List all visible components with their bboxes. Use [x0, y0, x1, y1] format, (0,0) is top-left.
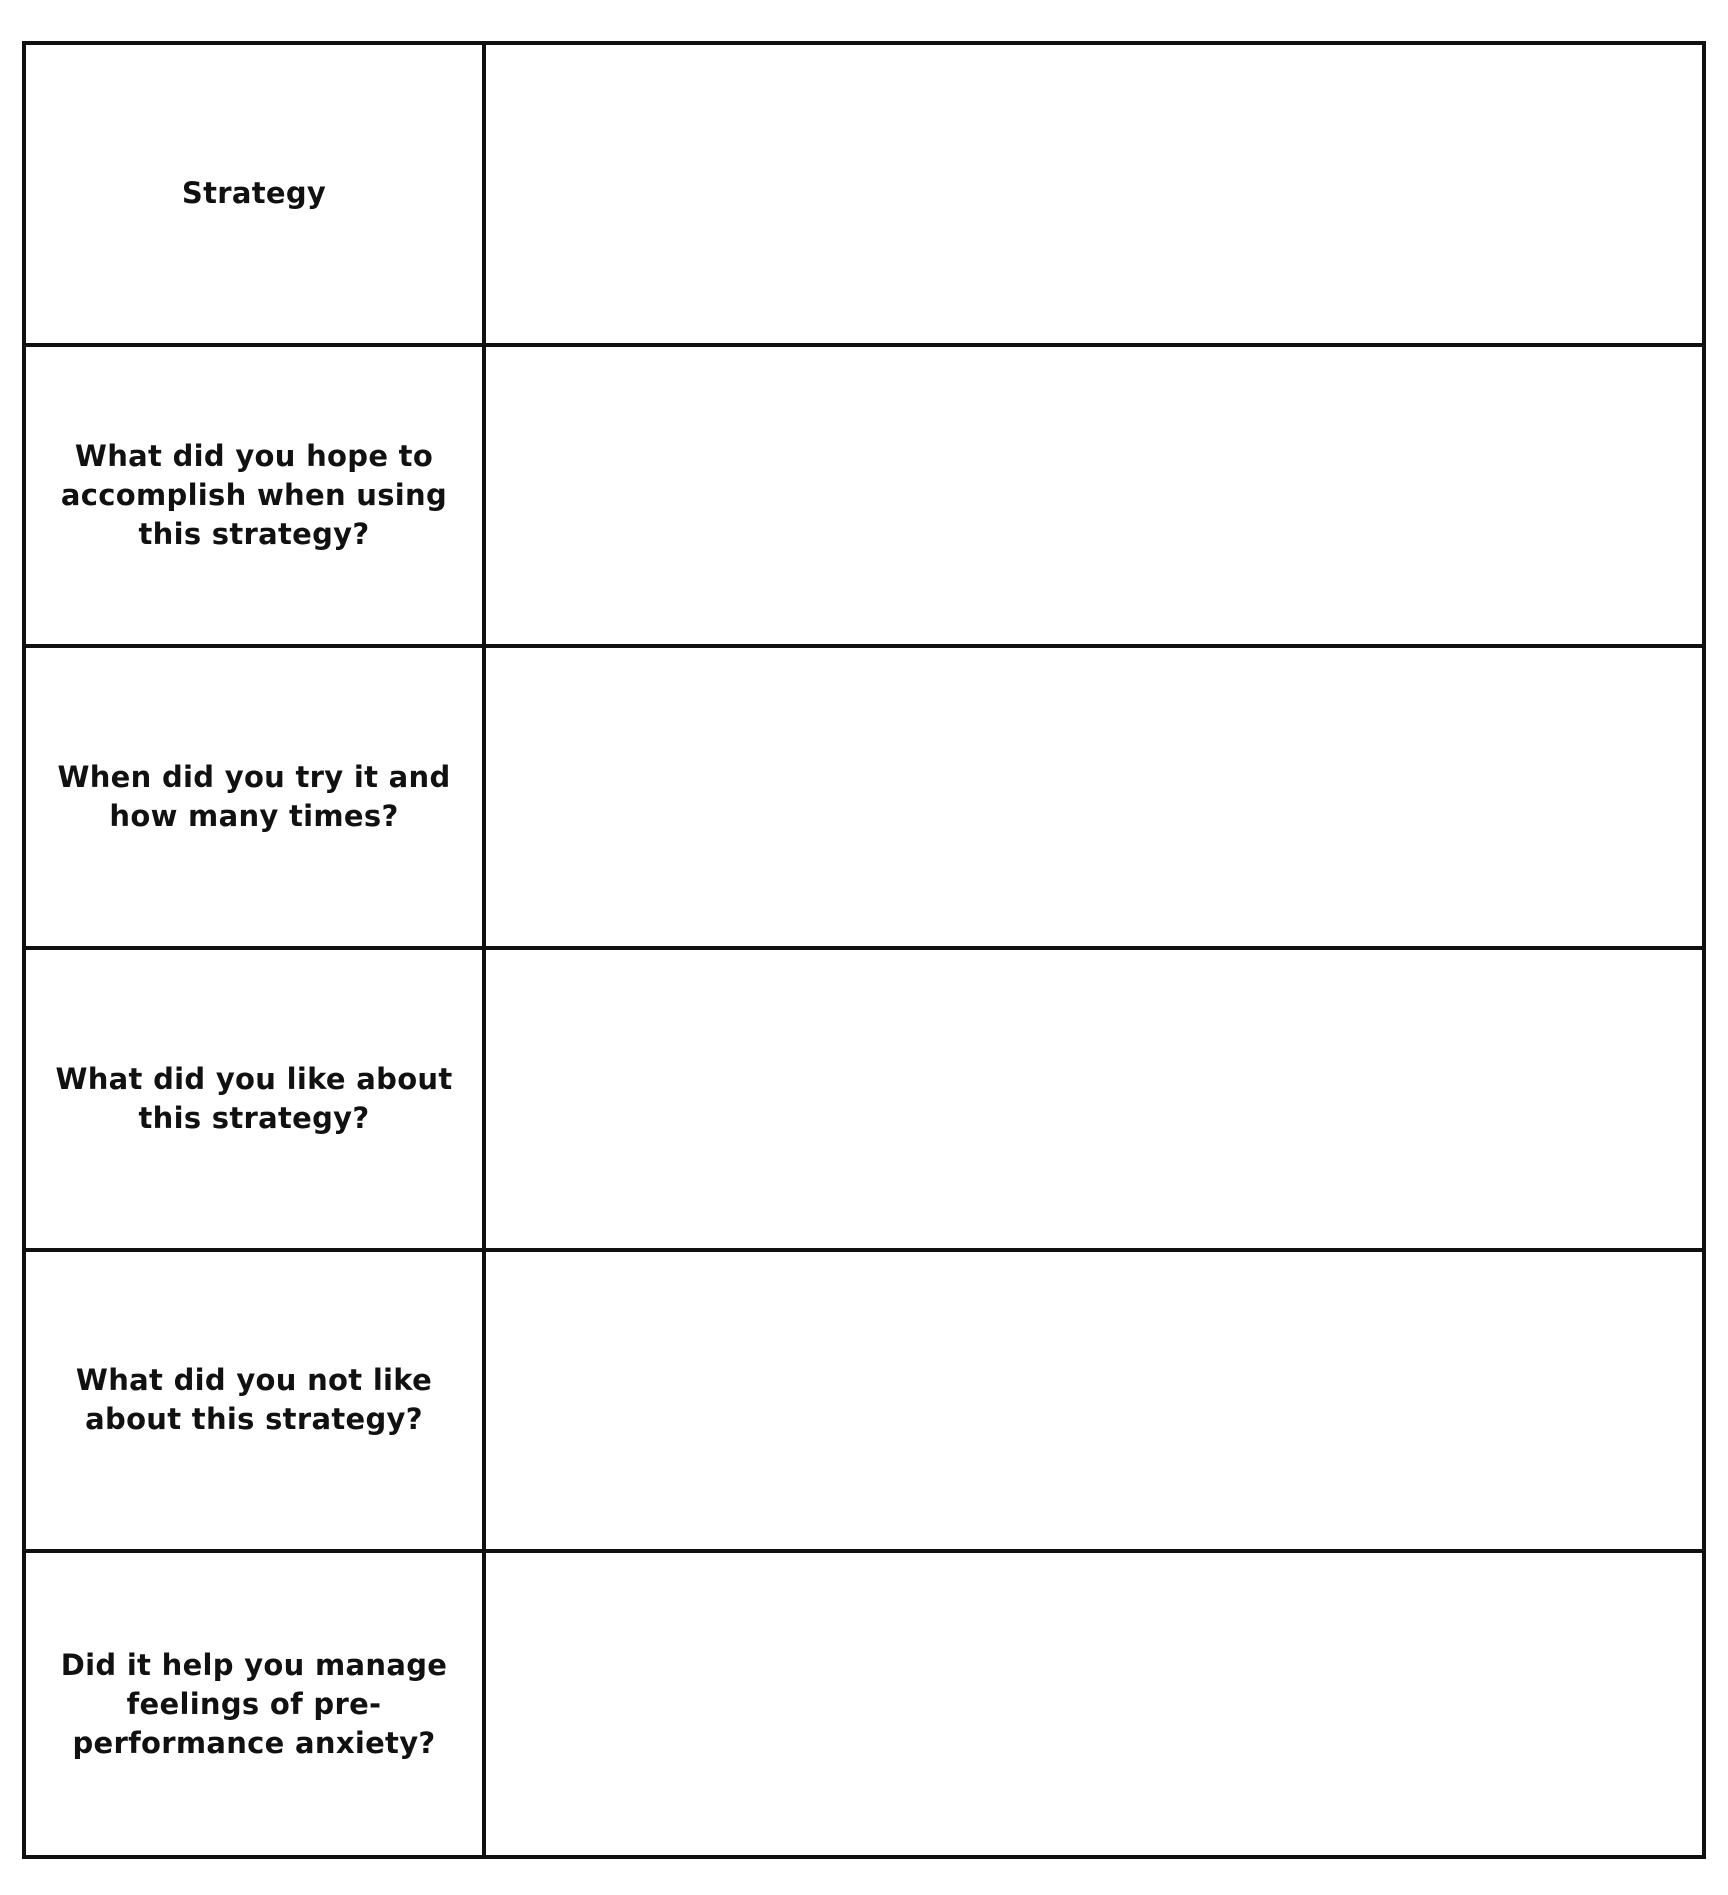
row-label-not-liked [26, 1252, 486, 1554]
row-label-hope-to-accomplish [26, 347, 486, 649]
row-label-liked [26, 950, 486, 1252]
row-label-when-tried [26, 648, 486, 950]
answer-field-hope-to-accomplish[interactable] [486, 347, 1702, 649]
row-label-text: Strategy [181, 176, 327, 211]
row-label-text: What did you hope to accomplish when using this strategy? [60, 438, 448, 551]
answer-field-strategy[interactable] [486, 45, 1702, 347]
row-label-text: What did you like about this strategy? [55, 1061, 453, 1135]
row-label-manage-anxiety [26, 1553, 486, 1855]
row-label-text: Did it help you manage feelings of pre-performance anxiety? [60, 1647, 448, 1760]
strategy-reflection-table [22, 41, 1706, 1859]
answer-field-not-liked[interactable] [486, 1252, 1702, 1554]
row-label-text: What did you not like about this strategy? [75, 1363, 433, 1437]
row-label-strategy [26, 45, 486, 347]
answer-field-liked[interactable] [486, 950, 1702, 1252]
answer-field-manage-anxiety[interactable] [486, 1553, 1702, 1855]
answer-field-when-tried[interactable] [486, 648, 1702, 950]
row-label-text: When did you try it and how many times? [57, 760, 451, 834]
